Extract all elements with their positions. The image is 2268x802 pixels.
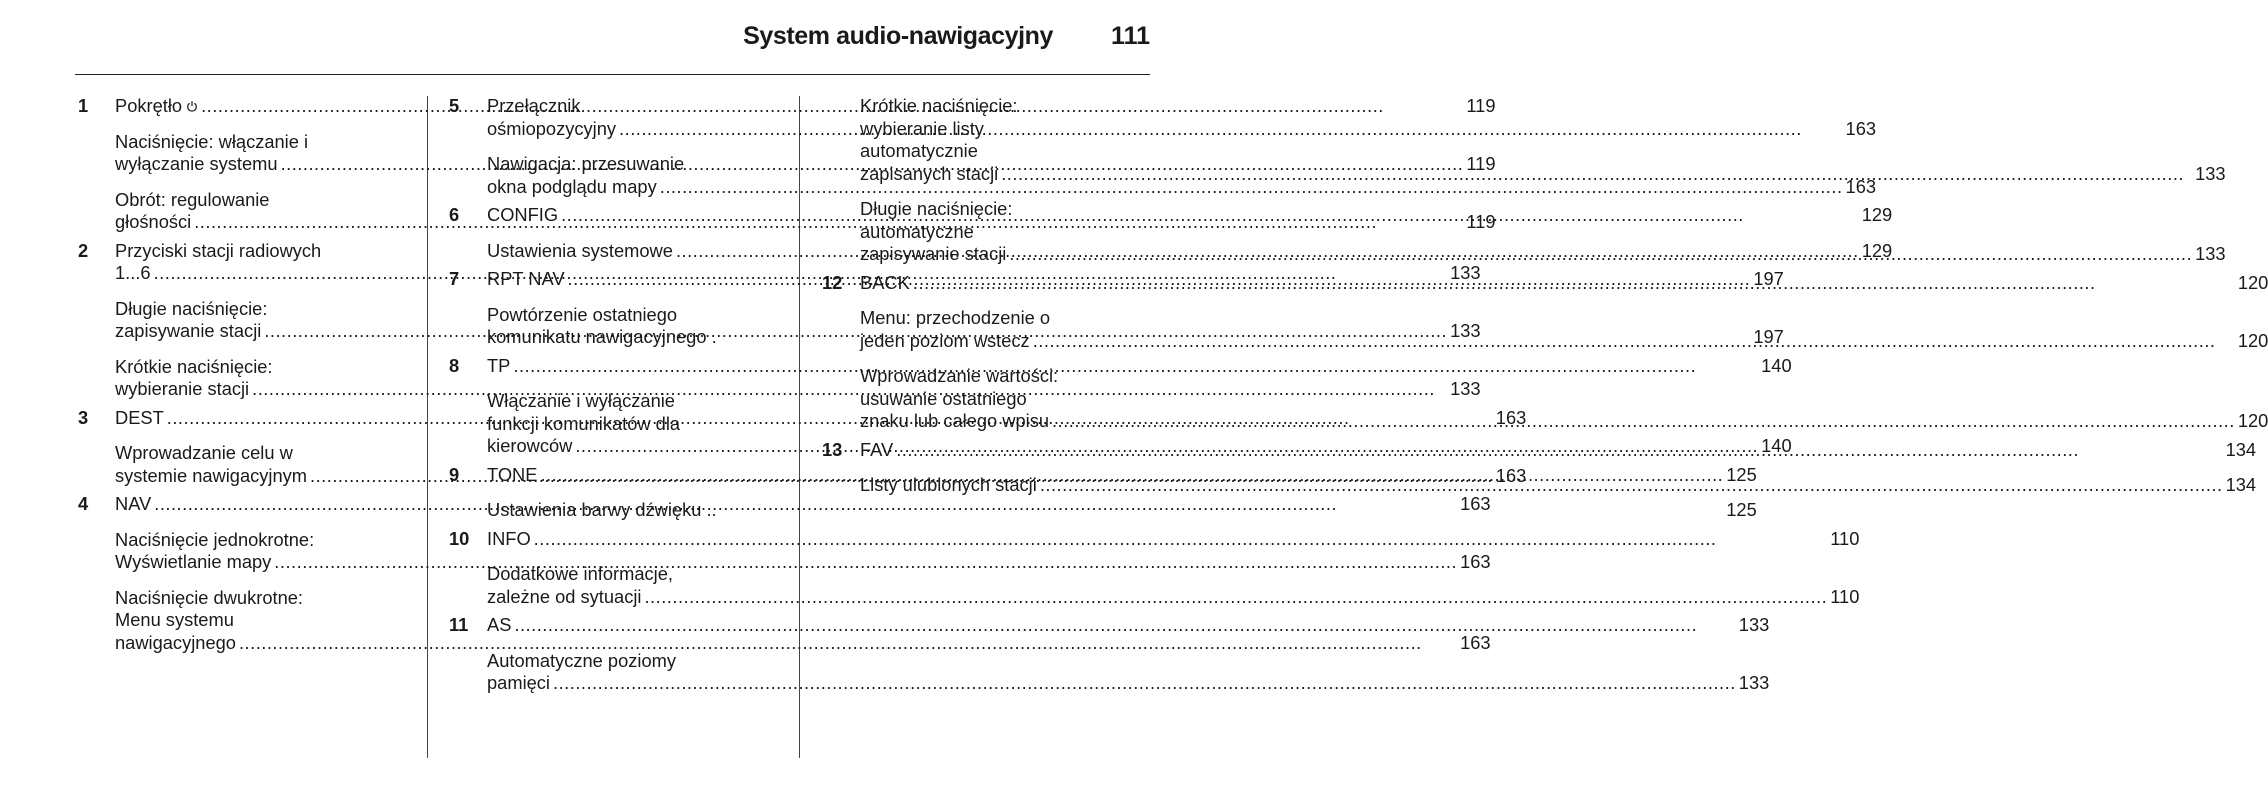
entry-line (860, 163, 2226, 186)
entry-text: Długie naciśnięcie: (860, 198, 1013, 219)
entry-number: 4 (78, 493, 89, 514)
entry-text: Naciśnięcie: włączanie i (115, 130, 309, 152)
entry-line (487, 528, 1859, 551)
entry-text: automatyczne (860, 220, 974, 242)
entry-text: okna podglądu mapy (487, 175, 657, 197)
entry-number: 12 (822, 271, 843, 293)
page-reference: 163 (1845, 117, 1877, 139)
entry-number: 5 (449, 95, 460, 116)
entry-text: Krótkie naciśnięcie: (860, 95, 1018, 116)
entry-line (860, 474, 2256, 497)
entry-number: 11 (449, 614, 469, 635)
leader-dots (913, 272, 2235, 295)
entry-text: znaku lub całego wpisu (860, 410, 1050, 431)
page-reference: 163 (1460, 631, 1491, 653)
page-reference: 133 (2195, 243, 2226, 264)
entry-text: wybieranie stacji (115, 378, 250, 399)
entry-text: FAV (860, 438, 894, 460)
entry-number: 9 (449, 463, 460, 485)
entry-line (860, 95, 2226, 118)
entry-line (860, 118, 2226, 141)
header-rule (75, 74, 1150, 75)
page-reference: 125 (1726, 463, 1757, 485)
page-header (743, 22, 1150, 51)
entry-line (860, 221, 2226, 244)
entry-item (860, 474, 2256, 497)
entry-text: ośmiopozycyjny (487, 117, 617, 139)
page-reference: 134 (2225, 438, 2257, 460)
entry-text: systemie nawigacyjnym (115, 464, 308, 486)
page-reference: 197 (1753, 268, 1784, 289)
entry-text: pamięci (487, 672, 550, 693)
entry-text: komunikatu nawigacyjnego . (487, 326, 717, 347)
entry-text: nawigacyjnego (115, 631, 236, 653)
entry-text: INFO (487, 527, 531, 549)
page-reference: 133 (1450, 378, 1481, 399)
entry-text: Naciśnięcie dwukrotne: (115, 586, 303, 608)
entry-text: Menu: przechodzenie o (860, 307, 1051, 328)
entry-item (487, 528, 1859, 551)
entry-text: Powtórzenie ostatniego (487, 303, 678, 325)
entry-item (487, 614, 1769, 637)
page-reference: 133 (1738, 614, 1770, 635)
entry-number: 6 (449, 204, 460, 225)
page-reference: 110 (1830, 527, 1860, 549)
page-reference: 129 (1861, 204, 1893, 225)
entry-text: funkcji komunikatów dla (487, 412, 681, 434)
entry-item (487, 499, 1757, 522)
page-reference: 140 (1761, 354, 1792, 376)
page-reference: 163 (1460, 551, 1491, 572)
page-reference: 163 (1845, 175, 1877, 197)
entry-line (487, 499, 1757, 522)
entry-text: Nawigacja: przesuwanie (487, 153, 685, 174)
page-reference: 119 (1466, 211, 1496, 232)
entry-text: Listy ulubionych stacji (860, 474, 1037, 495)
page-reference: 119 (1466, 95, 1496, 116)
entry-text: TONE (487, 463, 538, 485)
entry-item (860, 307, 2268, 352)
page-reference: 133 (1738, 672, 1770, 693)
entry-number: 2 (78, 239, 89, 261)
page-reference: 120 (2237, 410, 2268, 431)
entry-line (860, 365, 2268, 388)
page-reference: 133 (2195, 162, 2226, 184)
page-reference: 125 (1726, 499, 1757, 520)
page-reference: 163 (1495, 406, 1527, 428)
entry-line (860, 140, 2226, 163)
entry-text: Przyciski stacji radiowych (115, 239, 322, 261)
leader-dots (1033, 330, 2235, 353)
entry-text: RPT NAV (487, 268, 565, 289)
entry-line (860, 307, 2268, 330)
entry-line (860, 243, 2226, 266)
entry-line (487, 586, 1859, 609)
entry-text: Długie naciśnięcie: (115, 297, 268, 319)
entry-line (487, 650, 1769, 673)
page-reference: 120 (2237, 329, 2268, 351)
entry-line (487, 672, 1769, 695)
entry-text: automatycznie (860, 140, 978, 161)
leader-dots (1052, 410, 2235, 433)
entry-text: usuwanie ostatniego (860, 387, 1027, 409)
entry-text: TP (487, 354, 511, 376)
entry-item (860, 365, 2268, 433)
entry-text: zapisywanie stacji (115, 320, 262, 341)
entry-line (860, 439, 2256, 462)
leader-dots (514, 614, 1735, 637)
page-reference: 133 (1450, 320, 1481, 341)
page-reference: 140 (1761, 435, 1792, 456)
page-reference: 129 (1861, 239, 1893, 261)
entry-line (860, 330, 2268, 353)
entry-text: Krótkie naciśnięcie: (115, 355, 273, 377)
entry-item (487, 563, 1859, 608)
entry-text: Automatyczne poziomy (487, 649, 676, 671)
entry-text: Wprowadzanie celu w (115, 442, 293, 463)
leader-dots (534, 528, 1828, 551)
page-reference: 120 (2237, 271, 2268, 293)
entry-item (860, 272, 2268, 295)
entry-text: Dodatkowe informacje, (487, 563, 673, 584)
entry-text: Pokrętło (115, 95, 183, 116)
entry-text: AS (487, 614, 512, 635)
entry-number: 1 (78, 95, 89, 116)
entry-line (860, 272, 2268, 295)
entry-text: Wyświetlanie mapy (115, 551, 272, 572)
power-icon (186, 100, 198, 112)
entry-text: Wprowadzanie wartości: (860, 365, 1059, 386)
page-title: System audio-nawigacyjny (743, 22, 1054, 50)
entry-line (487, 614, 1769, 637)
entry-text: Obrót: regulowanie (115, 188, 270, 210)
page-reference: 163 (1460, 493, 1491, 514)
page-reference: 134 (2225, 474, 2257, 495)
entry-text: Ustawienia systemowe (487, 239, 673, 261)
entry-line (860, 388, 2268, 411)
entry-text: wybieranie listy (860, 117, 984, 139)
leader-dots (1009, 243, 2192, 266)
entry-text: zapisywanie stacji (860, 243, 1007, 264)
page-reference: 119 (1466, 153, 1496, 174)
entry-body (860, 272, 2268, 433)
leader-dots (896, 439, 2222, 462)
page-reference: 197 (1753, 326, 1784, 347)
entry-number: 3 (78, 406, 89, 428)
entry-body (860, 439, 2256, 497)
entry-text: Menu systemu (115, 609, 234, 630)
entry-body (487, 614, 1769, 695)
entry-number: 7 (449, 268, 460, 289)
entry-text: zależne od sytuacji (487, 585, 642, 607)
entry-line (860, 410, 2268, 433)
entry-text: jeden poziom wstecz (860, 329, 1030, 351)
entry-text: Przełącznik (487, 95, 581, 116)
entry-number: 13 (822, 438, 843, 460)
leader-dots (644, 586, 1827, 609)
entry-text: Naciśnięcie jednokrotne: (115, 528, 315, 550)
entry-text: Ustawienia barwy dźwięku .. (487, 499, 717, 520)
leader-dots (1040, 474, 2223, 497)
entry-text: NAV (115, 493, 152, 514)
entry-item (860, 439, 2256, 462)
leader-dots (553, 672, 1736, 695)
leader-dots (1001, 163, 2192, 186)
entry-text: DEST (115, 406, 164, 428)
entry-text: BACK (860, 271, 910, 293)
entry-line (487, 563, 1859, 586)
entry-item (860, 198, 2226, 266)
entry-text: Włączanie i wyłączanie (487, 390, 675, 411)
entry-body (487, 528, 1859, 609)
entry-text: 1...6 (115, 262, 151, 283)
entry-text: głośności (115, 211, 192, 232)
entry-item (860, 95, 2226, 185)
entry-body (860, 95, 2226, 266)
entry-line (860, 198, 2226, 221)
entry-text: CONFIG (487, 204, 559, 225)
entry-text: wyłączanie systemu (115, 153, 278, 174)
page-reference: 163 (1495, 464, 1527, 486)
entry-number: 10 (449, 527, 470, 549)
entry-text: zapisanych stacji (860, 162, 999, 184)
page-number: 111 (1111, 22, 1150, 50)
page-reference: 110 (1830, 585, 1860, 607)
page-reference: 133 (1450, 262, 1481, 283)
entry-item (487, 650, 1769, 695)
entry-text: kierowców (487, 435, 573, 456)
entry-number: 8 (449, 354, 460, 376)
